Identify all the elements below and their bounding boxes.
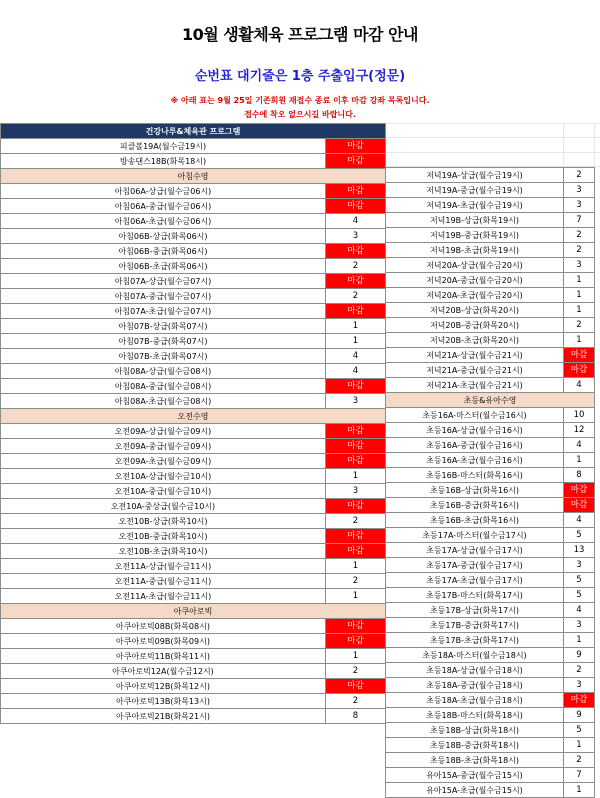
table-row [386, 708, 595, 723]
program-name-cell: 오전09A-초급(월수금09시) [1, 454, 326, 469]
program-name-cell: 아침07B-초급(화목07시) [1, 349, 326, 364]
table-row [386, 333, 595, 348]
program-name-cell: 초등17B-상급(화목17시) [386, 603, 564, 618]
remaining-count-cell: 2 [564, 228, 595, 243]
program-name-cell: 초등17A-마스터(월수금17시) [386, 528, 564, 543]
remaining-count-cell: 2 [326, 574, 386, 589]
program-name-cell: 초등16B-중급(화목16시) [386, 498, 564, 513]
remaining-count-cell: 2 [326, 664, 386, 679]
table-row [386, 228, 595, 243]
closed-status-cell: 마감 [564, 483, 595, 498]
remaining-count-cell: 1 [564, 453, 595, 468]
table-header-row [1, 124, 386, 139]
program-name-cell: 초등17A-초급(월수금17시) [386, 573, 564, 588]
remaining-count-cell: 1 [326, 559, 386, 574]
closed-status-cell: 마감 [326, 634, 386, 649]
table-row [1, 154, 386, 169]
table-row [386, 768, 595, 783]
program-name-cell: 오전10A-상급(월수금10시) [1, 469, 326, 484]
closed-status-cell: 마감 [326, 544, 386, 559]
remaining-count-cell: 8 [564, 468, 595, 483]
program-name-cell: 초등16B-상급(화목16시) [386, 483, 564, 498]
remaining-count-cell: 4 [564, 603, 595, 618]
program-name-cell: 저녁19A-상급(월수금19시) [386, 168, 564, 183]
remaining-count-cell: 7 [564, 768, 595, 783]
table-row [1, 439, 386, 454]
remaining-count-cell: 1 [564, 303, 595, 318]
table-row [386, 543, 595, 558]
table-row [1, 574, 386, 589]
remaining-count-cell: 1 [564, 273, 595, 288]
program-name-cell: 초등17B-마스터(화목17시) [386, 588, 564, 603]
program-name-cell: 초등18B-초급(화목18시) [386, 753, 564, 768]
program-name-cell: 초등18B-상급(화목18시) [386, 723, 564, 738]
left-closure-table [0, 123, 386, 724]
program-name-cell: 아침07B-상급(화목07시) [1, 319, 326, 334]
table-row [386, 513, 595, 528]
closed-status-cell: 마감 [564, 693, 595, 708]
remaining-count-cell: 3 [326, 394, 386, 409]
table-row [1, 484, 386, 499]
remaining-count-cell: 2 [564, 168, 595, 183]
remaining-count-cell: 9 [564, 708, 595, 723]
table-row [1, 559, 386, 574]
section-row [1, 409, 386, 424]
table-row [386, 303, 595, 318]
table-row [386, 588, 595, 603]
table-row [1, 514, 386, 529]
program-name-cell: 초등16A-마스터(월수금16시) [386, 408, 564, 423]
program-name-cell: 유아15A-초급(월수금15시) [386, 783, 564, 798]
table-row [386, 498, 595, 513]
section-row [386, 393, 595, 408]
program-name-cell: 아쿠아로빅12B(화목12시) [1, 679, 326, 694]
program-name-cell: 아침06A-중급(월수금06시) [1, 199, 326, 214]
program-name-cell: 오전09A-중급(월수금09시) [1, 439, 326, 454]
program-name-cell: 저녁20B-중급(화목20시) [386, 318, 564, 333]
program-name-cell: 오전10B-중급(화목10시) [1, 529, 326, 544]
section-label: 아침수영 [1, 169, 386, 184]
remaining-count-cell: 3 [564, 618, 595, 633]
table-row [1, 424, 386, 439]
table-row [386, 528, 595, 543]
table-row [1, 214, 386, 229]
table-row [1, 709, 386, 724]
remaining-count-cell: 2 [326, 289, 386, 304]
program-name-cell: 아쿠아로빅09B(화목09시) [1, 634, 326, 649]
table-row [1, 649, 386, 664]
table-row [1, 694, 386, 709]
remaining-count-cell: 4 [564, 513, 595, 528]
remaining-count-cell: 2 [326, 694, 386, 709]
program-name-cell: 아침07B-중급(화목07시) [1, 334, 326, 349]
table-row [1, 199, 386, 214]
table-row [386, 603, 595, 618]
remaining-count-cell: 1 [564, 783, 595, 798]
table-row [1, 499, 386, 514]
program-name-cell: 아쿠아로빅08B(화목08시) [1, 619, 326, 634]
table-row [1, 349, 386, 364]
remaining-count-cell: 4 [564, 378, 595, 393]
remaining-count-cell: 4 [326, 214, 386, 229]
notice-line-1: ※ 아래 표는 9월 25일 기존회원 재접수 종료 이후 마감 강좌 목록입니다. [170, 96, 430, 105]
closed-status-cell: 마감 [326, 139, 386, 154]
table-row [1, 304, 386, 319]
remaining-count-cell: 2 [564, 663, 595, 678]
table-row [1, 454, 386, 469]
table-row [1, 274, 386, 289]
table-row [1, 469, 386, 484]
program-name-cell: 초등16A-초급(월수금16시) [386, 453, 564, 468]
table-row [386, 258, 595, 273]
program-name-cell: 저녁19A-중급(월수금19시) [386, 183, 564, 198]
program-name-cell: 오전09A-상급(월수금09시) [1, 424, 326, 439]
remaining-count-cell: 2 [564, 318, 595, 333]
remaining-count-cell: 3 [326, 484, 386, 499]
program-name-cell: 초등16A-상급(월수금16시) [386, 423, 564, 438]
queue-location-subtitle: 순번표 대기줄은 1층 주출입구(정문) [194, 69, 406, 84]
program-name-cell: 초등17B-초급(화목17시) [386, 633, 564, 648]
table-row [1, 139, 386, 154]
table-row [386, 723, 595, 738]
program-name-cell: 아침08A-초급(월수금08시) [1, 394, 326, 409]
program-name-cell: 아쿠아로빅13B(화목13시) [1, 694, 326, 709]
table-row [1, 364, 386, 379]
table-row [386, 363, 595, 378]
table-row [386, 648, 595, 663]
table-row [386, 633, 595, 648]
table-row [386, 168, 595, 183]
remaining-count-cell: 3 [564, 183, 595, 198]
program-name-cell: 아침06A-초급(월수금06시) [1, 214, 326, 229]
section-row [1, 604, 386, 619]
program-name-cell: 저녁21A-중급(월수금21시) [386, 363, 564, 378]
remaining-count-cell: 13 [564, 543, 595, 558]
program-name-cell: 아침08A-상급(월수금08시) [1, 364, 326, 379]
closed-status-cell: 마감 [326, 274, 386, 289]
closed-status-cell: 마감 [326, 439, 386, 454]
program-name-cell: 아침07A-초급(월수금07시) [1, 304, 326, 319]
section-label: 아쿠아로빅 [1, 604, 386, 619]
table-row [386, 738, 595, 753]
closed-status-cell: 마감 [564, 498, 595, 513]
program-name-cell: 오전10B-상급(화목10시) [1, 514, 326, 529]
program-name-cell: 아침06B-초급(화목06시) [1, 259, 326, 274]
empty-sheet-grid [385, 123, 600, 167]
table-row [386, 408, 595, 423]
remaining-count-cell: 1 [564, 738, 595, 753]
table-row [1, 679, 386, 694]
page-title: 10월 생활체육 프로그램 마감 안내 [182, 25, 418, 44]
remaining-count-cell: 7 [564, 213, 595, 228]
table-row [386, 198, 595, 213]
program-name-cell: 아침06B-중급(화목06시) [1, 244, 326, 259]
program-name-cell: 초등17A-중급(월수금17시) [386, 558, 564, 573]
program-name-cell: 저녁19B-중급(화목19시) [386, 228, 564, 243]
remaining-count-cell: 4 [326, 364, 386, 379]
program-name-cell: 저녁21A-초급(월수금21시) [386, 378, 564, 393]
program-name-cell: 초등18A-중급(월수금18시) [386, 678, 564, 693]
table-row [386, 618, 595, 633]
closed-status-cell: 마감 [326, 244, 386, 259]
remaining-count-cell: 5 [564, 573, 595, 588]
program-name-cell: 아쿠아로빅12A(월수금12시) [1, 664, 326, 679]
program-name-cell: 초등18A-마스터(월수금18시) [386, 648, 564, 663]
program-name-cell: 아침06A-상급(월수금06시) [1, 184, 326, 199]
program-name-cell: 저녁20A-초급(월수금20시) [386, 288, 564, 303]
remaining-count-cell: 1 [564, 288, 595, 303]
program-name-cell: 오전11A-상급(월수금11시) [1, 559, 326, 574]
remaining-count-cell: 2 [564, 753, 595, 768]
table-row [386, 318, 595, 333]
program-name-cell: 초등16A-중급(월수금16시) [386, 438, 564, 453]
program-name-cell: 오전11A-초급(월수금11시) [1, 589, 326, 604]
program-name-cell: 오전11A-중급(월수금11시) [1, 574, 326, 589]
table-row [1, 529, 386, 544]
program-name-cell: 초등18A-상급(월수금18시) [386, 663, 564, 678]
closed-status-cell: 마감 [326, 679, 386, 694]
program-name-cell: 저녁19B-초급(화목19시) [386, 243, 564, 258]
program-name-cell: 아침07A-상급(월수금07시) [1, 274, 326, 289]
table-row [386, 183, 595, 198]
section-label: 초등&유아수영 [386, 393, 595, 408]
remaining-count-cell: 3 [564, 198, 595, 213]
table-row [1, 619, 386, 634]
remaining-count-cell: 2 [326, 259, 386, 274]
remaining-count-cell: 8 [326, 709, 386, 724]
remaining-count-cell: 9 [564, 648, 595, 663]
closed-status-cell: 마감 [326, 184, 386, 199]
table-row [386, 273, 595, 288]
table-row [1, 184, 386, 199]
table-row [1, 544, 386, 559]
remaining-count-cell: 3 [564, 678, 595, 693]
remaining-count-cell: 3 [564, 258, 595, 273]
closed-status-cell: 마감 [564, 363, 595, 378]
program-name-cell: 초등17B-중급(화목17시) [386, 618, 564, 633]
closed-status-cell: 마감 [326, 529, 386, 544]
remaining-count-cell: 12 [564, 423, 595, 438]
program-name-cell: 저녁20A-상급(월수금20시) [386, 258, 564, 273]
program-name-cell: 아침08A-중급(월수금08시) [1, 379, 326, 394]
remaining-count-cell: 5 [564, 528, 595, 543]
program-name-cell: 저녁21A-상급(월수금21시) [386, 348, 564, 363]
table-row [1, 334, 386, 349]
program-name-cell: 오전10B-초급(화목10시) [1, 544, 326, 559]
table-row [1, 259, 386, 274]
remaining-count-cell: 10 [564, 408, 595, 423]
program-name-cell: 저녁20A-중급(월수금20시) [386, 273, 564, 288]
remaining-count-cell: 5 [564, 588, 595, 603]
remaining-count-cell: 2 [564, 243, 595, 258]
table-row [1, 589, 386, 604]
table-row [386, 783, 595, 798]
program-name-cell: 저녁19A-초급(월수금19시) [386, 198, 564, 213]
program-name-cell: 유아15A-중급(월수금15시) [386, 768, 564, 783]
table-row [1, 319, 386, 334]
table-row [386, 288, 595, 303]
right-closure-table [385, 167, 595, 798]
program-name-cell: 아쿠아로빅21B(화목21시) [1, 709, 326, 724]
remaining-count-cell: 1 [564, 333, 595, 348]
closed-status-cell: 마감 [564, 348, 595, 363]
table-row [386, 558, 595, 573]
section-row [1, 169, 386, 184]
closed-status-cell: 마감 [326, 619, 386, 634]
remaining-count-cell: 1 [326, 319, 386, 334]
program-name-cell: 저녁20B-초급(화목20시) [386, 333, 564, 348]
remaining-count-cell: 3 [564, 558, 595, 573]
table-row [386, 243, 595, 258]
program-name-cell: 초등17A-상급(월수금17시) [386, 543, 564, 558]
program-name-cell: 아침06B-상급(화목06시) [1, 229, 326, 244]
table-row [386, 483, 595, 498]
table-row [386, 663, 595, 678]
table-row [1, 229, 386, 244]
program-name-cell: 초등18B-중급(화목18시) [386, 738, 564, 753]
table-row [386, 468, 595, 483]
remaining-count-cell: 4 [326, 349, 386, 364]
table-row [386, 378, 595, 393]
remaining-count-cell: 5 [564, 723, 595, 738]
table-row [386, 423, 595, 438]
program-name-cell: 아침07A-중급(월수금07시) [1, 289, 326, 304]
table-row [386, 348, 595, 363]
closed-status-cell: 마감 [326, 499, 386, 514]
table-row [386, 753, 595, 768]
program-name-cell: 방송댄스18B(화목18시) [1, 154, 326, 169]
table-header-label: 건강나루&체육관 프로그램 [1, 124, 386, 139]
remaining-count-cell: 1 [326, 469, 386, 484]
table-row [1, 379, 386, 394]
remaining-count-cell: 3 [326, 229, 386, 244]
closed-status-cell: 마감 [326, 199, 386, 214]
closed-status-cell: 마감 [326, 379, 386, 394]
table-row [386, 573, 595, 588]
table-row [386, 453, 595, 468]
program-name-cell: 오전10A-중상급(월수금10시) [1, 499, 326, 514]
remaining-count-cell: 4 [564, 438, 595, 453]
remaining-count-cell: 1 [564, 633, 595, 648]
remaining-count-cell: 1 [326, 589, 386, 604]
program-name-cell: 피클볼19A(월수금19시) [1, 139, 326, 154]
closed-status-cell: 마감 [326, 424, 386, 439]
remaining-count-cell: 1 [326, 334, 386, 349]
table-row [1, 634, 386, 649]
program-name-cell: 아쿠아로빅11B(화목11시) [1, 649, 326, 664]
section-label: 오전수영 [1, 409, 386, 424]
program-name-cell: 저녁20B-상급(화목20시) [386, 303, 564, 318]
table-row [386, 678, 595, 693]
table-row [386, 693, 595, 708]
program-name-cell: 오전10A-중급(월수금10시) [1, 484, 326, 499]
remaining-count-cell: 2 [326, 514, 386, 529]
program-name-cell: 초등16B-마스터(화목16시) [386, 468, 564, 483]
closed-status-cell: 마감 [326, 304, 386, 319]
closed-status-cell: 마감 [326, 154, 386, 169]
program-name-cell: 초등18B-마스터(화목18시) [386, 708, 564, 723]
remaining-count-cell: 1 [326, 649, 386, 664]
program-name-cell: 초등18A-초급(월수금18시) [386, 693, 564, 708]
table-row [1, 244, 386, 259]
closed-status-cell: 마감 [326, 454, 386, 469]
table-row [386, 438, 595, 453]
table-row [1, 289, 386, 304]
program-name-cell: 초등16B-초급(화목16시) [386, 513, 564, 528]
notice-line-2: 접수에 착오 없으시길 바랍니다. [244, 110, 356, 119]
table-row [1, 394, 386, 409]
table-row [386, 213, 595, 228]
table-row [1, 664, 386, 679]
program-name-cell: 저녁19B-상급(화목19시) [386, 213, 564, 228]
